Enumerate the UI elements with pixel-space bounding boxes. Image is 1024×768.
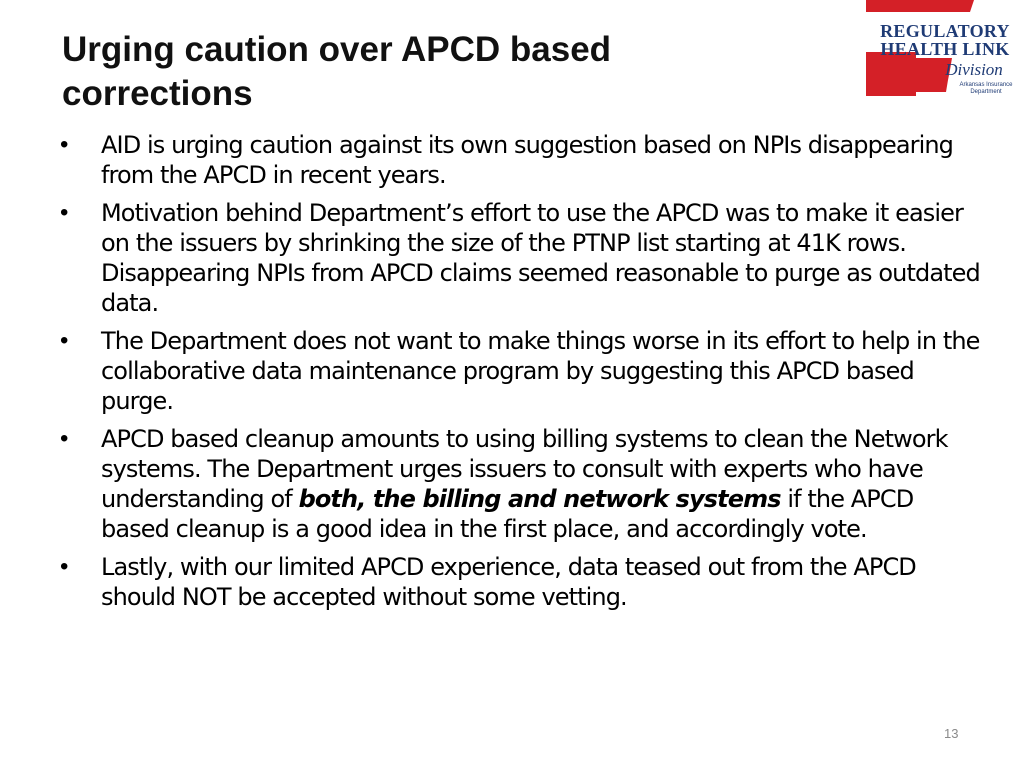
bullet-icon: • <box>60 199 68 226</box>
bullet-text: The Department does not want to make things worse in its effort to help in the collaborative data maintenance program by suggesting this APCD based purge. <box>101 327 980 415</box>
bullet-text: Lastly, with our limited APCD experience, data teased out from the APCD should NOT be accepted without some vetting. <box>101 553 916 611</box>
bullet-icon: • <box>60 425 68 452</box>
logo-line-2: HEALTH LINK <box>880 39 1010 59</box>
bullet-text <box>101 425 948 543</box>
logo-division: Division <box>945 60 1003 79</box>
emphasized-text: both, the billing and network systems <box>298 485 781 513</box>
bullet-text-part: if the APCD based cleanup is a good idea in the first place, and accordingly vote. <box>101 485 914 543</box>
logo-line-1: REGULATORY <box>880 21 1010 41</box>
bullet-text-part: APCD based cleanup amounts to using billing systems to clean the Network systems. The Department urges issuers to consult with experts who have understanding of <box>101 425 948 513</box>
bullet-item <box>60 424 980 544</box>
slide-title-line-1: Urging caution over APCD based <box>62 30 612 69</box>
bullet-list <box>60 130 980 620</box>
bullet-item <box>60 326 980 416</box>
page-number: 13 <box>944 726 959 741</box>
bullet-text: Motivation behind Department’s effort to use the APCD was to make it easier on the issuers by shrinking the size of the PTNP list starting at 41K rows. Disappearing NPIs from APCD claims seemed reasonable to purge as outdated data. <box>101 199 980 317</box>
bullet-icon: • <box>60 553 68 580</box>
bullet-item <box>60 130 980 190</box>
bullet-icon: • <box>60 327 68 354</box>
bullet-text: AID is urging caution against its own suggestion based on NPIs disappearing from the APCD in recent years. <box>101 131 954 189</box>
bullet-icon: • <box>60 131 68 158</box>
bullet-item <box>60 198 980 318</box>
slide-title <box>62 28 782 116</box>
bullet-item <box>60 552 980 612</box>
logo-subtitle: Arkansas Insurance Department <box>959 82 1013 95</box>
regulatory-health-link-logo <box>866 0 1024 96</box>
slide-title-line-2: corrections <box>62 74 253 113</box>
